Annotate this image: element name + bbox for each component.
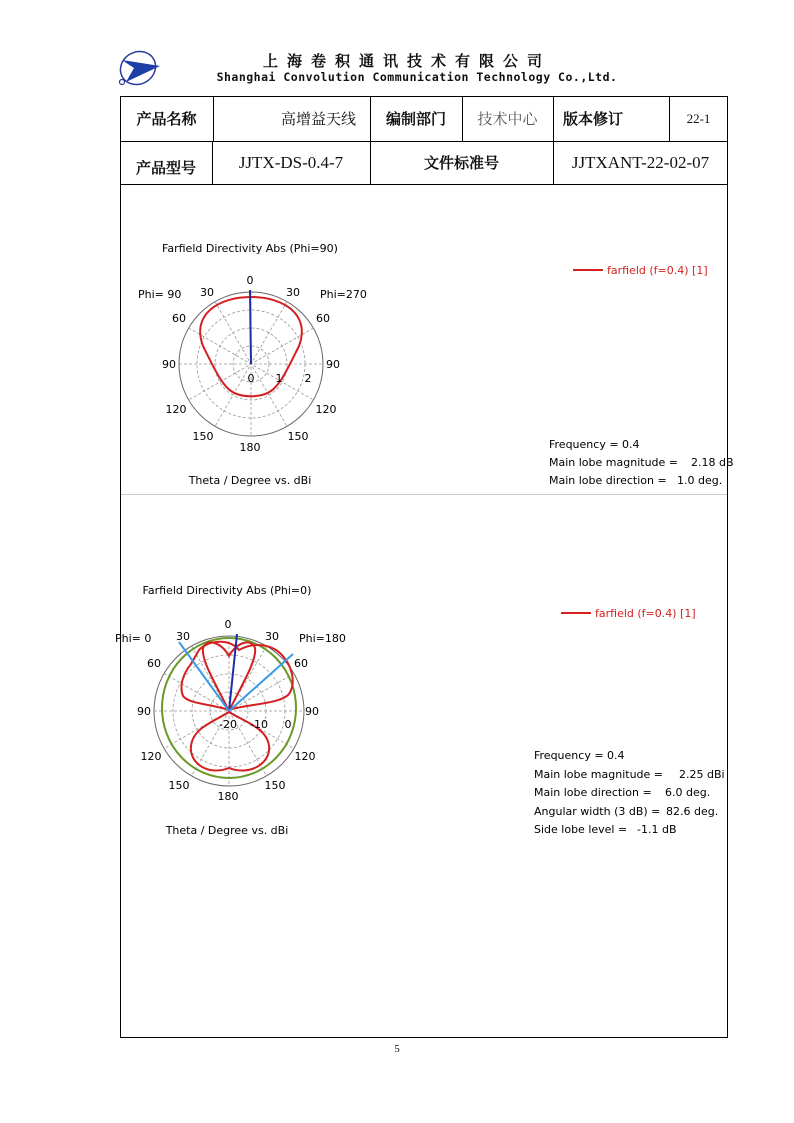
axis-caption: Theta / Degree vs. dBi bbox=[165, 824, 289, 837]
main-lobe-marker bbox=[250, 290, 251, 364]
info-value: 1.0 deg. bbox=[677, 474, 723, 487]
radial-label: 0 bbox=[247, 372, 255, 385]
info-line: Frequency = 0.4 bbox=[534, 749, 625, 762]
angle-label: 120 bbox=[294, 750, 316, 763]
revision-value: 22-1 bbox=[686, 110, 711, 126]
revision-label: 版本修订 bbox=[563, 110, 624, 128]
table-divider bbox=[120, 184, 728, 185]
department-value: 技术中心 bbox=[477, 110, 538, 128]
info-value: 6.0 deg. bbox=[665, 786, 711, 799]
angle-label: 150 bbox=[264, 779, 286, 792]
angle-label: 150 bbox=[168, 779, 190, 792]
angle-label: 90 bbox=[326, 358, 340, 371]
page-number: 5 bbox=[394, 1043, 400, 1055]
angle-label: 0 bbox=[246, 274, 254, 287]
beam-width-marker-right bbox=[229, 654, 293, 711]
legend-label: farfield (f=0.4) [1] bbox=[595, 607, 696, 620]
info-value: -1.1 dB bbox=[637, 823, 677, 836]
angle-label: 30 bbox=[265, 630, 279, 643]
farfield-plot-phi90 bbox=[121, 186, 734, 492]
phi-left-label: Phi= 90 bbox=[138, 288, 182, 301]
info-line: Angular width (3 dB) = bbox=[534, 805, 661, 818]
angle-label: 30 bbox=[200, 286, 214, 299]
plot-title: Farfield Directivity Abs (Phi=0) bbox=[142, 584, 312, 597]
info-value: 2.25 dBi bbox=[679, 768, 725, 781]
info-line: Main lobe direction = bbox=[534, 786, 652, 799]
info-line: Main lobe magnitude = bbox=[534, 768, 664, 781]
company-name-en: Shanghai Convolution Communication Technology Co.,Ltd. bbox=[216, 70, 618, 84]
angle-label: 60 bbox=[316, 312, 330, 325]
angle-label: 150 bbox=[192, 430, 214, 443]
angle-label: 60 bbox=[294, 657, 308, 670]
section-divider bbox=[121, 494, 727, 495]
legend-label: farfield (f=0.4) [1] bbox=[607, 264, 708, 277]
angle-label: 0 bbox=[224, 618, 232, 631]
radial-label: 1 bbox=[275, 372, 283, 385]
angle-label: 60 bbox=[172, 312, 186, 325]
product-model-value: JJTX-DS-0.4-7 bbox=[238, 152, 344, 172]
info-value: 2.18 dB bbox=[691, 456, 734, 469]
doc-standard-value: JJTXANT-22-02-07 bbox=[571, 152, 710, 172]
radial-label: -10 bbox=[250, 718, 268, 731]
phi-right-label: Phi=270 bbox=[320, 288, 367, 301]
angle-label: 180 bbox=[239, 441, 261, 454]
product-name-label: 产品名称 bbox=[136, 110, 197, 128]
angle-label: 120 bbox=[315, 403, 337, 416]
angle-label: 90 bbox=[305, 705, 319, 718]
product-model-label: 产品型号 bbox=[135, 159, 196, 177]
farfield-plot-phi0 bbox=[115, 496, 727, 846]
radial-label: 2 bbox=[304, 372, 312, 385]
angle-label: 60 bbox=[147, 657, 161, 670]
info-line: Main lobe magnitude = bbox=[549, 456, 679, 469]
angle-label: 120 bbox=[140, 750, 162, 763]
info-value: 82.6 deg. bbox=[666, 805, 719, 818]
info-line: Main lobe direction = bbox=[549, 474, 667, 487]
department-label: 编制部门 bbox=[385, 110, 446, 128]
doc-standard-label: 文件标准号 bbox=[423, 154, 499, 172]
angle-label: 120 bbox=[165, 403, 187, 416]
angle-label: 90 bbox=[162, 358, 176, 371]
product-name-value: 高增益天线 bbox=[280, 110, 356, 128]
info-line: Frequency = 0.4 bbox=[549, 438, 640, 451]
angle-label: 30 bbox=[286, 286, 300, 299]
plot-title: Farfield Directivity Abs (Phi=90) bbox=[162, 242, 338, 255]
angle-label: 150 bbox=[287, 430, 309, 443]
phi-left-label: Phi= 0 bbox=[115, 632, 152, 645]
beam-width-marker-left bbox=[179, 642, 229, 711]
angle-label: 90 bbox=[137, 705, 151, 718]
angle-label: 30 bbox=[176, 630, 190, 643]
company-name-cn: 上海卷积通讯技术有限公司 bbox=[262, 52, 551, 70]
angle-label: 180 bbox=[217, 790, 239, 803]
radial-label: -20 bbox=[219, 718, 237, 731]
axis-caption: Theta / Degree vs. dBi bbox=[188, 474, 312, 487]
info-line: Side lobe level = bbox=[534, 823, 628, 836]
phi-right-label: Phi=180 bbox=[299, 632, 346, 645]
radial-label: 0 bbox=[284, 718, 292, 731]
